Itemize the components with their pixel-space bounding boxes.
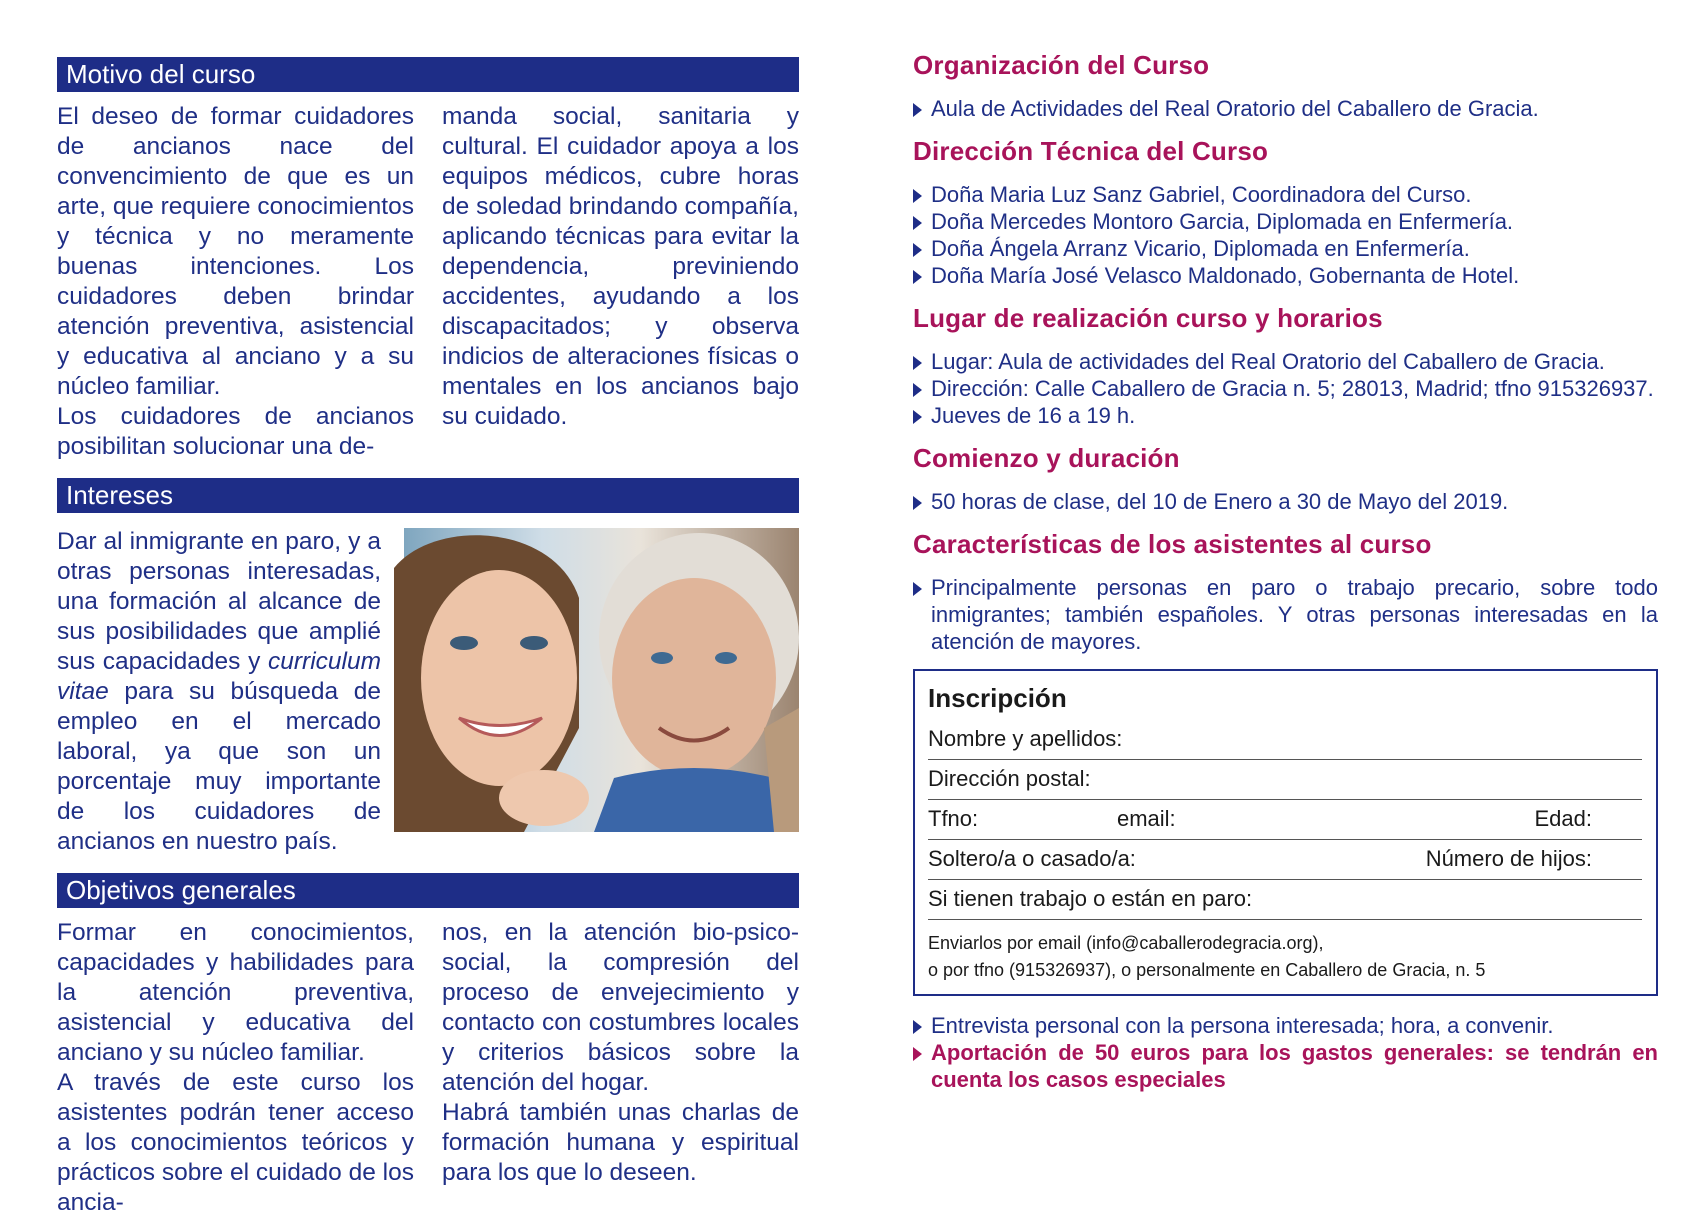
bullet-triangle-icon (913, 270, 922, 284)
left-panel (57, 57, 799, 1218)
intereses-text-b: para su búsqueda de empleo en el mercado laboral, ya que son un porcentaje muy importante de los cuidadores de ancianos en nuestro país. (57, 678, 381, 855)
organizacion-list (913, 95, 1658, 122)
inscripcion-form (913, 669, 1658, 996)
bullet-triangle-icon (913, 216, 922, 230)
right-panel (913, 50, 1658, 1107)
objetivos-paragraph-3: nos, en la atención bio-psico-social, la compresión del proceso de envejecimiento y contacto con costumbres locales y criterios básicos sobre la atención del hogar. (442, 919, 799, 1096)
nombre-field[interactable] (928, 720, 1642, 760)
estado-label: Soltero/a o casado/a: (928, 846, 1136, 871)
motivo-col-1 (57, 102, 414, 462)
tfno-label: Tfno: (928, 806, 979, 831)
heading-lugar: Lugar de realización curso y horarios (913, 303, 1383, 333)
intereses-text-a: Dar al inmigrante en paro, y a otras personas interesadas, una formación al alcance de sus posibilidades que amplié sus capacidades y (57, 528, 381, 675)
objetivos-paragraph-2: A través de este curso los asistentes podrán tener acceso a los conocimientos teóricos y prácticos sobre el cuidado de los ancia- (57, 1069, 414, 1216)
edad-label: Edad: (1534, 806, 1592, 831)
bullet-triangle-icon (913, 496, 922, 510)
form-note (928, 930, 1642, 984)
heading-organizacion: Organización del Curso (913, 50, 1210, 80)
hijos-label: Número de hijos: (1425, 846, 1592, 871)
section-bar-motivo: Motivo del curso (57, 57, 799, 92)
direccion-field[interactable] (928, 760, 1642, 800)
list-item-text: Aportación de 50 euros para los gastos generales: se tendrán en cuenta los casos especiales (931, 1040, 1658, 1092)
list-item (913, 208, 1658, 235)
estado-fields[interactable] (928, 840, 1642, 880)
list-item (913, 262, 1658, 289)
intereses-text (57, 527, 381, 857)
list-item-text: 50 horas de clase, del 10 de Enero a 30 de Mayo del 2019. (931, 489, 1509, 514)
bullet-triangle-icon (913, 243, 922, 257)
objetivos-paragraph-4: Habrá también unas charlas de formación humana y espiritual para los que lo deseen. (442, 1099, 799, 1186)
intereses-text-em: curriculum vitae (57, 648, 381, 705)
lugar-list (913, 348, 1658, 429)
contact-fields[interactable] (928, 800, 1642, 840)
list-item (913, 181, 1658, 208)
bullet-triangle-icon (913, 1020, 922, 1034)
trabajo-field[interactable] (928, 880, 1642, 920)
bullet-triangle-icon (913, 582, 922, 596)
list-item (913, 574, 1658, 655)
list-item (913, 402, 1658, 429)
caregiver-photo-illustration (404, 528, 799, 832)
motivo-paragraph-1: El deseo de formar cuidadores de ancianos nace del convencimiento de que es un arte, que requiere conocimientos y técnica y no meramente buenas intenciones. Los cuidadores deben brindar atención preventiva, asistencial y educativa al anciano y a su núcleo familiar. (57, 103, 414, 400)
form-note-line-2: o por tfno (915326937), o personalmente en Caballero de Gracia, n. 5 (928, 960, 1486, 980)
objetivos-col-2 (442, 918, 799, 1218)
trabajo-label: Si tienen trabajo o están en paro: (928, 886, 1253, 911)
list-item-text: Dirección: Calle Caballero de Gracia n. 5; 28013, Madrid; tfno 915326937. (931, 376, 1654, 401)
heading-direccion-tecnica: Dirección Técnica del Curso (913, 136, 1269, 166)
list-item-text: Jueves de 16 a 19 h. (931, 403, 1136, 428)
direccion-tecnica-list (913, 181, 1658, 289)
list-item (913, 235, 1658, 262)
direccion-label: Dirección postal: (928, 766, 1091, 791)
email-label: email: (1116, 806, 1176, 831)
motivo-paragraph-2: Los cuidadores de ancianos posibilitan solucionar una de- (57, 403, 414, 460)
heading-comienzo: Comienzo y duración (913, 443, 1180, 473)
final-list (913, 1012, 1658, 1093)
motivo-col-2 (442, 102, 799, 462)
list-item (913, 95, 1658, 122)
list-item-text: Lugar: Aula de actividades del Real Oratorio del Caballero de Gracia. (931, 349, 1605, 374)
objetivos-paragraph-1: Formar en conocimientos, capacidades y habilidades para la atención preventiva, asistencial y educativa del anciano y su núcleo familiar. (57, 919, 414, 1066)
bullet-triangle-icon (913, 383, 922, 397)
list-item-text: Principalmente personas en paro o trabajo precario, sobre todo inmigrantes; también españoles. Y otras personas interesadas en la atención de mayores. (931, 575, 1658, 654)
bullet-triangle-icon (913, 189, 922, 203)
list-item-text: Entrevista personal con la persona interesada; hora, a convenir. (931, 1013, 1554, 1038)
list-item-text: Doña Mercedes Montoro Garcia, Diplomada en Enfermería. (931, 209, 1514, 234)
bullet-triangle-icon (913, 356, 922, 370)
list-item (913, 488, 1658, 515)
nombre-label: Nombre y apellidos: (928, 726, 1123, 751)
list-item (913, 1012, 1658, 1039)
list-item (913, 348, 1658, 375)
form-note-line-1: Enviarlos por email (info@caballerodegracia.org), (928, 933, 1324, 953)
caregiver-photo (404, 528, 799, 832)
list-item-text: Doña Maria Luz Sanz Gabriel, Coordinadora del Curso. (931, 182, 1472, 207)
list-item (913, 375, 1658, 402)
intereses-row (57, 527, 799, 857)
section-bar-objetivos: Objetivos generales (57, 873, 799, 908)
heading-caracteristicas: Características de los asistentes al curso (913, 529, 1432, 559)
bullet-triangle-icon (913, 410, 922, 424)
inscripcion-title: Inscripción (928, 683, 1067, 713)
bullet-triangle-icon (913, 103, 922, 117)
list-item-text: Doña Ángela Arranz Vicario, Diplomada en Enfermería. (931, 236, 1470, 261)
motivo-columns (57, 102, 799, 462)
list-item-text: Doña María José Velasco Maldonado, Gobernanta de Hotel. (931, 263, 1520, 288)
bullet-triangle-icon (913, 1047, 922, 1061)
objetivos-columns (57, 918, 799, 1218)
section-bar-intereses: Intereses (57, 478, 799, 513)
motivo-paragraph-3: manda social, sanitaria y cultural. El cuidador apoya a los equipos médicos, cubre horas de soledad brindando compañía, aplicando técnicas para evitar la dependencia, previniendo accidentes, ayudando a los discapacitados; y observa indicios de alteraciones físicas o mentales en los ancianos bajo su cuidado. (442, 103, 799, 430)
list-item-text: Aula de Actividades del Real Oratorio del Caballero de Gracia. (931, 96, 1539, 121)
comienzo-list (913, 488, 1658, 515)
objetivos-col-1 (57, 918, 414, 1218)
list-item-highlight (913, 1039, 1658, 1093)
caracteristicas-list (913, 574, 1658, 655)
